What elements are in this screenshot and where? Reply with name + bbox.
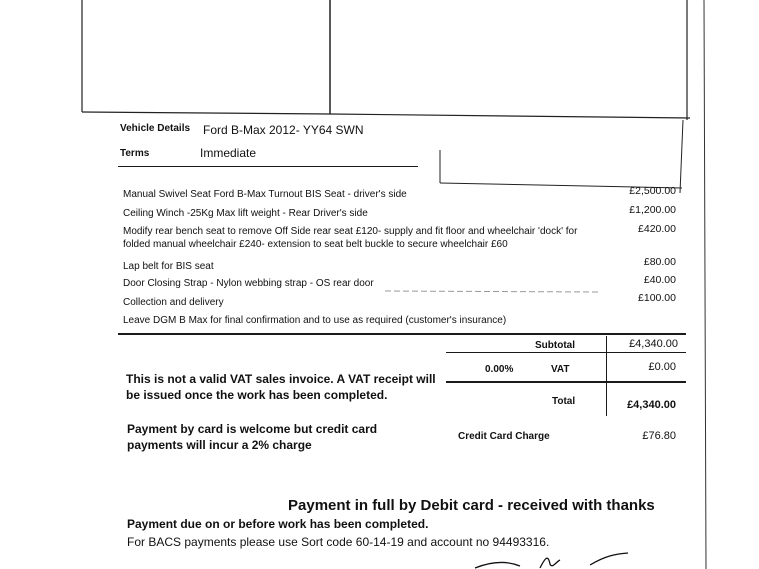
total-label: Total bbox=[552, 396, 576, 407]
payment-due-note: Payment due on or before work has been completed. bbox=[127, 517, 429, 531]
subtotal-rule bbox=[446, 352, 686, 353]
bacs-details: For BACS payments please use Sort code 60-14-19 and account no 94493316. bbox=[127, 535, 550, 549]
total-value: £4,340.00 bbox=[627, 399, 676, 411]
vat-value: £0.00 bbox=[648, 361, 676, 373]
credit-card-charge-value: £76.80 bbox=[642, 430, 676, 442]
subtotal-value: £4,340.00 bbox=[629, 338, 678, 350]
terms-label: Terms bbox=[120, 148, 150, 159]
credit-card-charge-label: Credit Card Charge bbox=[458, 431, 550, 442]
line-item-desc: Manual Swivel Seat Ford B-Max Turnout BIS Seat - driver's side bbox=[123, 189, 407, 200]
line-item-price: £40.00 bbox=[643, 274, 676, 286]
vat-notice: This is not a valid VAT sales invoice. A VAT receipt will be issued once the work has been completed. bbox=[126, 372, 436, 402]
totals-top-rule bbox=[118, 333, 686, 335]
line-item-price: £420.00 bbox=[638, 223, 676, 235]
terms-value: Immediate bbox=[200, 146, 257, 160]
signature-mark bbox=[470, 550, 640, 569]
vehicle-divider bbox=[118, 166, 418, 167]
line-item-desc: Leave DGM B Max for final confirmation and to use as required (customer's insurance) bbox=[123, 315, 507, 326]
payment-received-note: Payment in full by Debit card - received with thanks bbox=[288, 497, 655, 514]
line-item-desc: Modify rear bench seat to remove Off Side rear seat £120- supply and fit floor and wheelchair 'dock' for bbox=[123, 226, 578, 237]
card-charge-notice: Payment by card is welcome but credit card payments will incur a 2% charge bbox=[127, 422, 378, 452]
line-item-desc: Ceiling Winch -25Kg Max lift weight - Rear Driver's side bbox=[123, 208, 368, 219]
vat-rule bbox=[446, 381, 686, 383]
vat-label: VAT bbox=[551, 364, 570, 375]
vehicle-details-label: Vehicle Details bbox=[120, 123, 191, 134]
line-item-price: £100.00 bbox=[638, 292, 676, 304]
line-item-desc: Lap belt for BIS seat bbox=[123, 261, 214, 272]
subtotal-label: Subtotal bbox=[535, 340, 575, 351]
line-item-desc-continued: folded manual wheelchair £240- extension to seat belt buckle to secure wheelchair £60 bbox=[123, 239, 508, 250]
line-item-price: £80.00 bbox=[643, 256, 676, 268]
line-item-price: £1,200.00 bbox=[629, 204, 676, 216]
line-item-desc: Door Closing Strap - Nylon webbing strap - OS rear door bbox=[123, 278, 374, 289]
line-item-price: £2,500.00 bbox=[629, 185, 676, 197]
vehicle-details-value: Ford B-Max 2012- YY64 SWN bbox=[203, 123, 364, 137]
vat-rate: 0.00% bbox=[485, 364, 514, 375]
line-item-desc: Collection and delivery bbox=[123, 297, 224, 308]
